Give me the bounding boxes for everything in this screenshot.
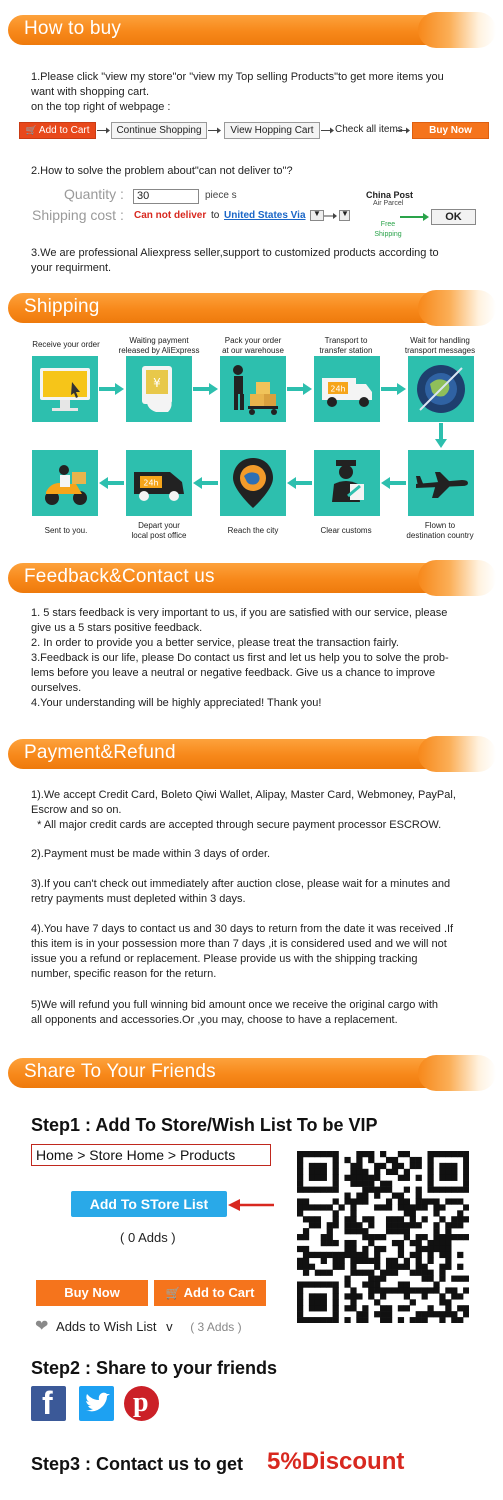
- arrow-icon: [397, 126, 411, 135]
- step-box-flown: [408, 450, 474, 516]
- how-to-buy-para2: 2.How to solve the problem about"can not deliver to"?: [31, 165, 293, 177]
- step-box-pack-order: [220, 356, 286, 422]
- step-box-wait-handling: [408, 356, 474, 422]
- can-not-deliver-text: Can not deliver: [134, 210, 207, 221]
- step-label-reach-city: Reach the city: [227, 526, 279, 535]
- to-text: to: [211, 210, 220, 221]
- pinterest-icon[interactable]: p: [124, 1386, 159, 1421]
- svg-text:¥: ¥: [153, 376, 161, 390]
- step-box-receive-order: [32, 356, 98, 422]
- free-shipping-label: Free Shipping: [374, 221, 402, 238]
- feedback-title: Feedback&Contact us: [24, 566, 215, 587]
- add-to-cart-button[interactable]: 🛒 Add to Cart: [154, 1280, 266, 1306]
- how-to-buy-para1: 1.Please click "view my store"or "view my Top selling Products"to get more items you want with shopping cart. on the top right of webpage :: [31, 71, 444, 113]
- arrow-left-icon: [381, 476, 407, 490]
- payment-p4: 4).You have 7 days to contact us and 30 days to return from the date it was received .If this item is in your possession more than 7 days ,it is considered used and we will not issue you a refund or replacement. Please provide us with the shipping tracking number, specific reason for the return.: [31, 923, 454, 980]
- feedback-text: 1. 5 stars feedback is very important to us, if you are satisfied with our service, please give us a 5 stars positive feedback. 2. In order to provide you a better service, please treat the transaction fairly. 3.Feedback is our life, please Do contact us first and let us help you to solve the prob- lems before you leave a neutral or negative feedback. Give us a chance to improve ourselves. 4.Your understanding will be highly appreciated! Thank you!: [31, 607, 449, 709]
- shipping-method-dropdown-2[interactable]: [339, 210, 350, 221]
- step-box-customs: [314, 450, 380, 516]
- qr-code-icon: [297, 1151, 469, 1323]
- step-label-wait-handling: Wait for handling transport messages: [404, 336, 476, 355]
- payment-p1: 1).We accept Credit Card, Boleto Qiwi Wallet, Alipay, Master Card, Webmoney, PayPal, Escrow and so on. * All major credit cards are accepted through secure payment processor ESCROW.: [31, 789, 456, 831]
- share-title: Share To Your Friends: [24, 1061, 216, 1082]
- arrow-icon: [97, 126, 111, 135]
- payment-banner: [8, 736, 496, 772]
- cart-icon: 🛒: [25, 125, 37, 135]
- truck-badge-text: 24h: [330, 384, 346, 394]
- chevron-down-icon: ▼: [313, 209, 321, 218]
- step-box-sent-to-you: [32, 450, 98, 516]
- wish-list-row[interactable]: ❤ Adds to Wish List v ( 3 Adds ): [35, 1318, 242, 1335]
- payment-p2: 2).Payment must be made within 3 days of order.: [31, 848, 271, 860]
- quantity-label: Quantity :: [64, 186, 124, 202]
- step-label-post-office: Depart your local post office: [131, 521, 187, 540]
- customs-officer-icon: [314, 450, 380, 516]
- discount-text: 5%Discount: [267, 1448, 405, 1475]
- arrow-left-icon: [287, 476, 313, 490]
- step-label-transport: Transport to transfer station: [319, 336, 373, 355]
- step-label-customs: Clear customs: [320, 526, 372, 535]
- van-icon: [126, 450, 192, 516]
- arrow-icon: [381, 382, 407, 396]
- shipping-banner: [8, 290, 496, 326]
- how-to-buy-banner: [8, 12, 496, 48]
- breadcrumb[interactable]: Home > Store Home > Products: [31, 1144, 271, 1166]
- step-box-transport: [314, 356, 380, 422]
- map-pin-icon: [220, 450, 286, 516]
- destination-link[interactable]: United States Via: [224, 210, 306, 221]
- arrow-icon: [324, 212, 338, 220]
- step-label-flown: Flown to destination country: [406, 521, 474, 540]
- how-to-buy-title: How to buy: [24, 18, 122, 39]
- feedback-banner: [8, 560, 496, 596]
- step-label-pack-order: Pack your order at our warehouse: [222, 336, 284, 355]
- step1-heading: Step1 : Add To Store/Wish List To be VIP: [31, 1115, 378, 1135]
- buy-now-button[interactable]: Buy Now: [36, 1280, 148, 1306]
- van-badge-text: 24h: [143, 478, 159, 488]
- air-parcel-label: Air Parcel: [373, 200, 404, 207]
- airplane-icon: [408, 450, 474, 516]
- arrow-left-icon: [193, 476, 219, 490]
- arrow-icon: [287, 382, 313, 396]
- flow-add-to-cart-button[interactable]: 🛒 Add to Cart: [19, 122, 96, 139]
- arrow-left-icon: [99, 476, 125, 490]
- flow-view-cart-button[interactable]: View Hopping Cart: [224, 122, 320, 139]
- shipping-title: Shipping: [24, 296, 100, 317]
- ok-button[interactable]: OK: [431, 209, 476, 225]
- shipping-cost-label: Shipping cost :: [32, 207, 124, 223]
- computer-icon: [32, 356, 98, 422]
- step-box-waiting-payment: [126, 356, 192, 422]
- adds-count: ( 0 Adds ): [120, 1230, 176, 1245]
- heart-icon: ❤: [35, 1318, 49, 1335]
- facebook-icon[interactable]: f: [31, 1386, 66, 1421]
- share-banner: [8, 1055, 496, 1091]
- step-box-post-office: [126, 450, 192, 516]
- arrow-icon: [99, 382, 125, 396]
- warehouse-worker-icon: [220, 356, 286, 422]
- step-label-waiting-payment: Waiting payment released by AliExpress: [118, 336, 200, 355]
- step3-heading: Step3 : Contact us to get: [31, 1454, 244, 1474]
- payment-p3: 3).If you can't check out immediately after auction close, please wait for a minutes and retry payments must depleted within 3 days.: [31, 878, 451, 905]
- chevron-down-icon: ▼: [341, 209, 349, 218]
- step2-heading: Step2 : Share to your friends: [31, 1358, 278, 1378]
- twitter-icon[interactable]: [79, 1386, 114, 1421]
- globe-icon: [408, 356, 474, 422]
- quantity-input[interactable]: 30: [133, 189, 199, 204]
- how-to-buy-para3: 3.We are professional Aliexpress seller,support to customized products according to your requirment.: [31, 247, 439, 274]
- step-box-reach-city: [220, 450, 286, 516]
- arrow-icon: [193, 382, 219, 396]
- arrow-icon: [208, 126, 222, 135]
- payment-p5: 5)We will refund you full winning bid amount once we receive the original cargo with all opponents and accessories.Or ,you may, choose to have a replacement.: [31, 999, 439, 1026]
- arrow-icon: [400, 212, 430, 222]
- step-label-sent-to-you: Sent to you.: [44, 526, 88, 535]
- shipping-method-dropdown[interactable]: [310, 210, 324, 221]
- payment-icon: [126, 356, 192, 422]
- arrow-icon: [321, 126, 335, 135]
- flow-continue-shopping-button[interactable]: Continue Shopping: [111, 122, 207, 139]
- payment-title: Payment&Refund: [24, 742, 176, 763]
- delivery-scooter-icon: [32, 450, 98, 516]
- step-label-receive-order: Receive your order: [32, 340, 100, 349]
- truck-icon: [314, 356, 380, 422]
- quantity-unit: piece s: [205, 190, 237, 201]
- red-arrow-icon: [228, 1198, 274, 1212]
- arrow-down-icon: [434, 423, 448, 449]
- flow-check-all-items: Check all items: [335, 124, 403, 135]
- add-to-store-list-button[interactable]: Add To STore List: [71, 1191, 227, 1217]
- china-post-label: China Post: [366, 190, 414, 200]
- cart-icon: 🛒: [165, 1286, 181, 1300]
- flow-buy-now-button[interactable]: Buy Now: [412, 122, 489, 139]
